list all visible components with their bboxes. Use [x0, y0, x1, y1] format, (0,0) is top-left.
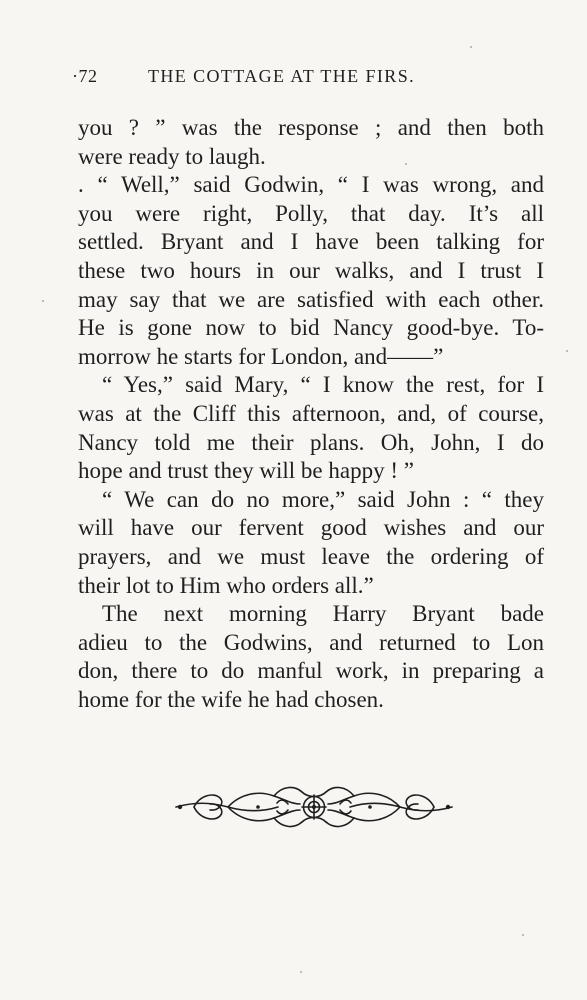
text-line: settled. Bryant and I have been talking for	[78, 229, 544, 255]
page-number: ·72	[72, 66, 98, 86]
paper-speck	[566, 350, 568, 352]
text-line: . “ Well,” said Godwin, “ I was wrong, and	[78, 172, 544, 198]
text-line: was at the Cliff this afternoon, and, of course,	[78, 400, 544, 426]
text-line: their lot to Him who orders all.”	[78, 572, 374, 598]
text-line: hope and trust they will be happy ! ”	[78, 458, 414, 484]
text-line: home for the wife he had chosen.	[78, 686, 384, 712]
text-line: prayers, and we must leave the ordering of	[78, 543, 544, 569]
text-line: “ We can do no more,” said John : “ they	[102, 486, 544, 512]
text-line: morrow he starts for London, and——”	[78, 343, 444, 369]
text-line: He is gone now to bid Nancy good-bye. To-	[78, 315, 544, 341]
running-head	[72, 66, 542, 90]
text-line: you were right, Polly, that day. It’s all	[78, 200, 544, 226]
text-line: may say that we are satisfied with each other.	[78, 286, 544, 312]
floral-tailpiece-icon	[170, 780, 458, 834]
text-line: you ? ” was the response ; and then both	[78, 115, 544, 140]
paper-speck	[405, 163, 407, 165]
text-line: these two hours in our walks, and I trust I	[78, 257, 544, 283]
text-line: adieu to the Godwins, and returned to Lon	[78, 629, 544, 655]
body-text	[78, 114, 544, 714]
text-line: Nancy told me their plans. Oh, John, I do	[78, 429, 544, 455]
text-line: don, there to do manful work, in preparing a	[78, 658, 544, 684]
running-title: THE COTTAGE AT THE FIRS.	[148, 66, 416, 86]
text-line: “ Yes,” said Mary, “ I know the rest, for I	[102, 372, 544, 398]
paper-speck	[300, 971, 302, 973]
paper-speck	[470, 46, 472, 48]
paper-speck	[522, 934, 524, 936]
text-line: will have our fervent good wishes and our	[78, 515, 544, 541]
text-line: The next morning Harry Bryant bade	[102, 601, 544, 627]
paper-speck	[42, 300, 44, 302]
text-line: were ready to laugh.	[78, 143, 266, 169]
